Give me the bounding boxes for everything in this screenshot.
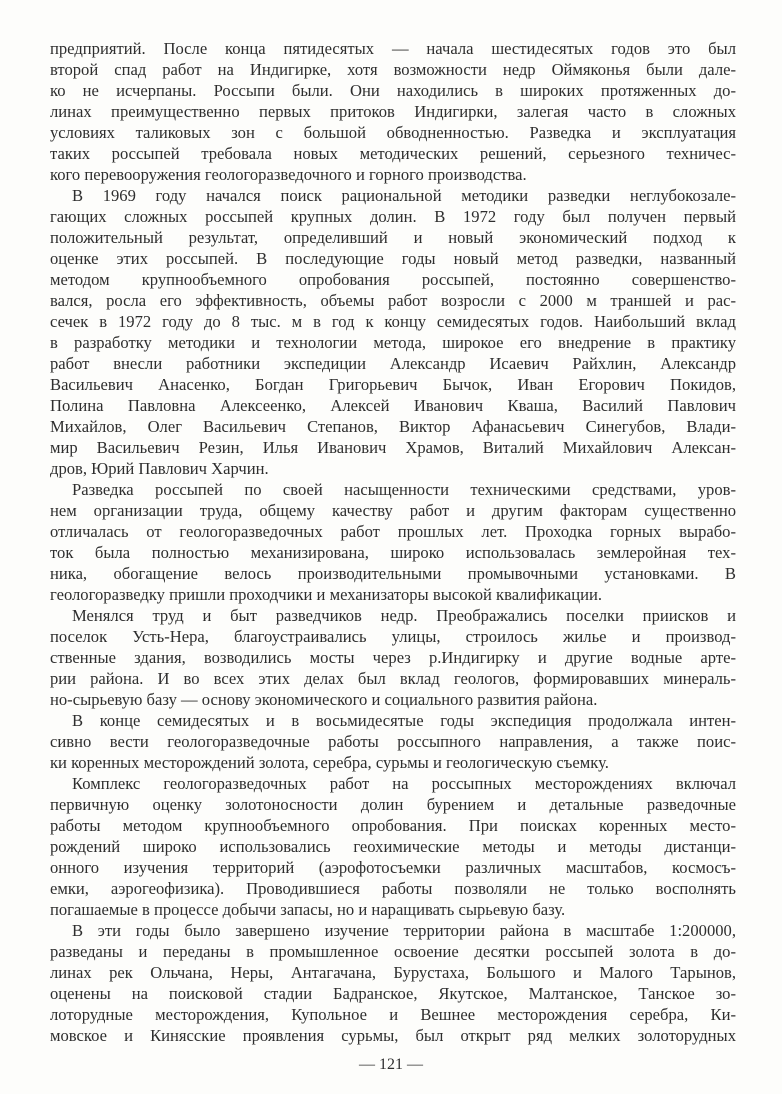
text-line: ко не исчерпаны. Россыпи были. Они находились в широких протяженных до- bbox=[50, 81, 736, 100]
text-line: В 1969 году начался поиск рациональной методики разведки неглубокозале- bbox=[72, 186, 736, 205]
text-line: положительный результат, определивший и новый экономический подход к bbox=[50, 228, 736, 247]
text-line: Полина Павловна Алексеенко, Алексей Иванович Кваша, Василий Павлович bbox=[50, 396, 736, 415]
text-line: первичную оценку золотоносности долин бурением и детальные разведочные bbox=[50, 795, 736, 814]
text-line: в разработку методики и технологии метода, широкое его внедрение в практику bbox=[50, 333, 736, 352]
text-line: второй спад работ на Индигирке, хотя возможности недр Оймяконья были дале- bbox=[50, 60, 736, 79]
text-line: мовское и Кинясские проявления сурьмы, был открыт ряд мелких золоторудных bbox=[50, 1026, 736, 1045]
text-line: нем организации труда, общему качеству работ и другим факторам существенно bbox=[50, 501, 736, 520]
text-line: Михайлов, Олег Васильевич Степанов, Виктор Афанасьевич Синегубов, Влади- bbox=[50, 417, 736, 436]
text-line: онного изучения территорий (аэрофотосъемки различных масштабов, космосъ- bbox=[50, 858, 736, 877]
document-page-body bbox=[50, 38, 736, 1046]
text-line: дров, Юрий Павлович Харчин. bbox=[50, 459, 269, 478]
text-line: линах рек Ольчана, Неры, Антагачана, Бурустаха, Большого и Малого Тарынов, bbox=[50, 963, 736, 982]
page-number: — 121 — bbox=[359, 1056, 423, 1073]
text-line: Менялся труд и быт разведчиков недр. Преображались поселки приисков и bbox=[72, 606, 736, 625]
text-line: В конце семидесятых и в восьмидесятые годы экспедиция продолжала интен- bbox=[72, 711, 736, 730]
text-line: Разведка россыпей по своей насыщенности техническими средствами, уров- bbox=[72, 480, 736, 499]
text-line: но-сырьевую базу — основу экономического и социального развития района. bbox=[50, 690, 598, 709]
text-line: оценке этих россыпей. В последующие годы новый метод разведки, названный bbox=[50, 249, 736, 268]
text-line: линах преимущественно первых притоков Индигирки, залегая часто в сложных bbox=[50, 102, 736, 121]
text-line: оценены на поисковой стадии Бадранское, Якутское, Малтанское, Танское зо- bbox=[50, 984, 736, 1003]
text-line: погашаемые в процессе добычи запасы, но и наращивать сырьевую базу. bbox=[50, 900, 566, 919]
text-line: рождений широко использовались геохимические методы и методы дистанци- bbox=[50, 837, 736, 856]
text-line: сечек в 1972 году до 8 тыс. м в год к концу семидесятых годов. Наибольший вклад bbox=[50, 312, 736, 331]
text-line: вался, росла его эффективность, объемы работ возросли с 2000 м траншей и рас- bbox=[50, 291, 736, 310]
text-line: кого перевооружения геологоразведочного и горного производства. bbox=[50, 165, 527, 184]
text-line: гающих сложных россыпей крупных долин. В 1972 году был получен первый bbox=[50, 207, 736, 226]
paragraph bbox=[50, 710, 736, 773]
paragraph bbox=[50, 185, 736, 479]
text-line: геологоразведку пришли проходчики и механизаторы высокой квалификации. bbox=[50, 585, 602, 604]
text-line: методом крупнообъемного опробования россыпей, постоянно совершенство- bbox=[50, 270, 736, 289]
text-line: Комплекс геологоразведочных работ на россыпных месторождениях включал bbox=[72, 774, 736, 793]
paragraph bbox=[50, 605, 736, 710]
text-line: ника, обогащение велось производительными промывочными установками. В bbox=[50, 564, 736, 583]
paragraph bbox=[50, 479, 736, 605]
text-line: отличалась от геологоразведочных работ прошлых лет. Проходка горных вырабо- bbox=[50, 522, 736, 541]
text-line: предприятий. После конца пятидесятых — начала шестидесятых годов это был bbox=[50, 39, 736, 58]
text-line: ток была полностью механизирована, широко использовалась землеройная тех- bbox=[50, 543, 736, 562]
paragraph bbox=[50, 38, 736, 185]
text-line: таких россыпей требовала новых методических решений, серьезного техничес- bbox=[50, 144, 736, 163]
text-line: работы методом крупнообъемного опробования. При поисках коренных место- bbox=[50, 816, 736, 835]
text-line: сивно вести геологоразведочные работы россыпного направления, а также поис- bbox=[50, 732, 736, 751]
text-line: емки, аэрогеофизика). Проводившиеся работы позволяли не только восполнять bbox=[50, 879, 736, 898]
text-line: разведаны и переданы в промышленное освоение десятки россыпей золота в до- bbox=[50, 942, 736, 961]
paragraph bbox=[50, 773, 736, 920]
text-line: мир Васильевич Резин, Илья Иванович Храмов, Виталий Михайлович Алексан- bbox=[50, 438, 736, 457]
text-line: рии района. И во всех этих делах был вклад геологов, формировавших минераль- bbox=[50, 669, 736, 688]
paragraph bbox=[50, 920, 736, 1046]
text-line: лоторудные месторождения, Купольное и Вешнее месторождения серебра, Ки- bbox=[50, 1005, 736, 1024]
text-line: поселок Усть-Нера, благоустраивались улицы, строилось жилье и производ- bbox=[50, 627, 736, 646]
text-line: работ внесли работники экспедиции Александр Исаевич Райхлин, Александр bbox=[50, 354, 736, 373]
text-line: Васильевич Анасенко, Богдан Григорьевич Бычок, Иван Егорович Покидов, bbox=[50, 375, 736, 394]
text-line: ки коренных месторождений золота, серебра, сурьмы и геологическую съемку. bbox=[50, 753, 609, 772]
text-line: условиях таликовых зон с большой обводненностью. Разведка и эксплуатация bbox=[50, 123, 736, 142]
text-line: ственные здания, возводились мосты через р.Индигирку и другие водные арте- bbox=[50, 648, 736, 667]
text-line: В эти годы было завершено изучение территории района в масштабе 1:200000, bbox=[72, 921, 736, 940]
